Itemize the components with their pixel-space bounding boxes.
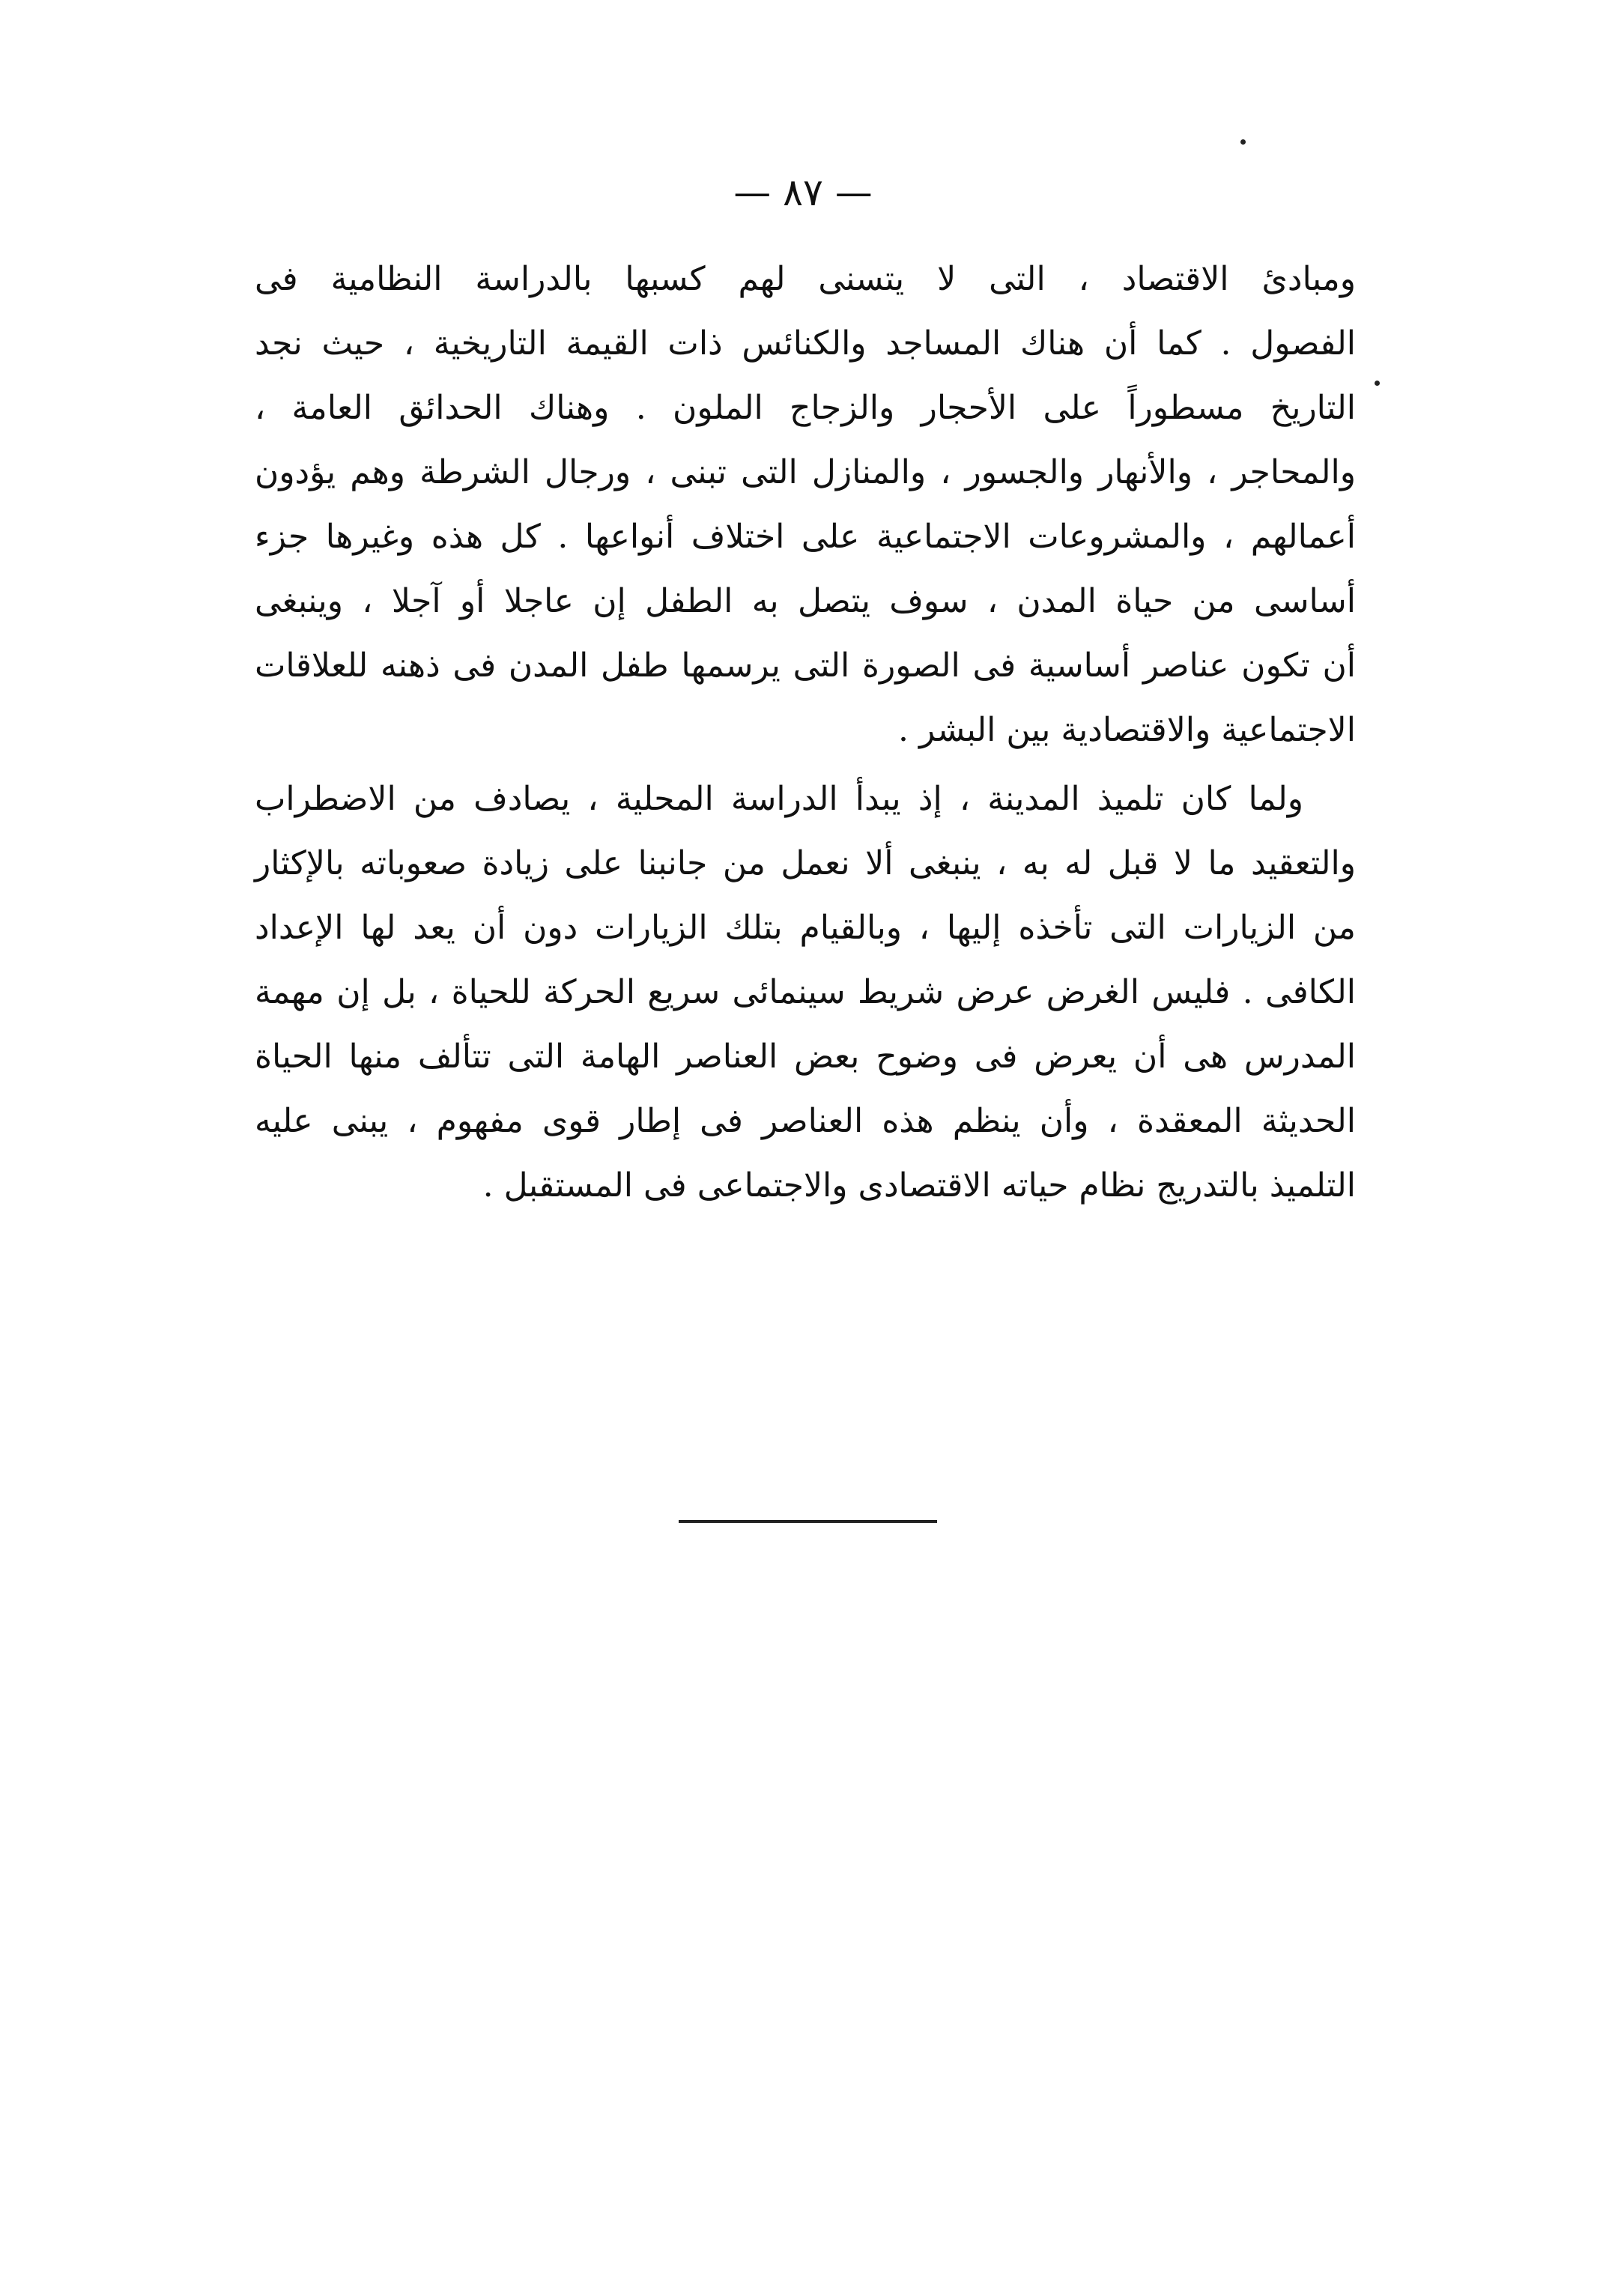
text-line: الاجتماعية والاقتصادية بين البشر .: [897, 711, 1356, 749]
text-line: الحديثة المعقدة ، وأن ينظم هذه العناصر فى إطار قوى مفهوم ، يبنى عليه: [255, 1102, 1356, 1140]
text-line: أساسى من حياة المدن ، سوف يتصل به الطفل إن عاجلا أو آجلا ، وينبغى: [255, 582, 1356, 620]
paragraph-1: [255, 247, 1356, 763]
text-line: المدرس هى أن يعرض فى وضوح بعض العناصر الهامة التى تتألف منها الحياة: [255, 1038, 1356, 1076]
stray-dot: [1375, 381, 1380, 386]
text-line: الكافى . فليس الغرض عرض شريط سينمائى سريع الحركة للحياة ، بل إن مهمة: [255, 973, 1356, 1011]
text-line: والمحاجر ، والأنهار والجسور ، والمنازل التى تبنى ، ورجال الشرطة وهم يؤدون: [255, 453, 1356, 491]
paragraph-2: [255, 767, 1356, 1218]
text-line: التلميذ بالتدريج نظام حياته الاقتصادى والاجتماعى فى المستقبل .: [482, 1166, 1356, 1205]
text-line: ولما كان تلميذ المدينة ، إذ يبدأ الدراسة المحلية ، يصادف من الاضطراب: [255, 780, 1303, 818]
text-line: الفصول . كما أن هناك المساجد والكنائس ذات القيمة التاريخية ، حيث نجد: [255, 324, 1356, 363]
page-number: — ٨٧ —: [733, 171, 873, 214]
section-divider: [679, 1520, 937, 1523]
text-line: من الزيارات التى تأخذه إليها ، وبالقيام بتلك الزيارات دون أن يعد لها الإعداد: [255, 909, 1356, 947]
text-line: والتعقيد ما لا قبل له به ، ينبغى ألا نعمل من جانبنا على زيادة صعوباته بالإكثار: [255, 844, 1356, 882]
text-line: أعمالهم ، والمشروعات الاجتماعية على اختلاف أنواعها . كل هذه وغيرها جزء: [255, 518, 1356, 556]
stray-dot: [1240, 139, 1246, 145]
text-line: التاريخ مسطوراً على الأحجار والزجاج الملون . وهناك الحدائق العامة ،: [255, 389, 1356, 427]
text-line: ومبادئ الاقتصاد ، التى لا يتسنى لهم كسبها بالدراسة النظامية فى: [255, 260, 1356, 298]
text-line: أن تكون عناصر أساسية فى الصورة التى يرسمها طفل المدن فى ذهنه للعلاقات: [255, 646, 1356, 685]
body-text: [255, 247, 1356, 1218]
